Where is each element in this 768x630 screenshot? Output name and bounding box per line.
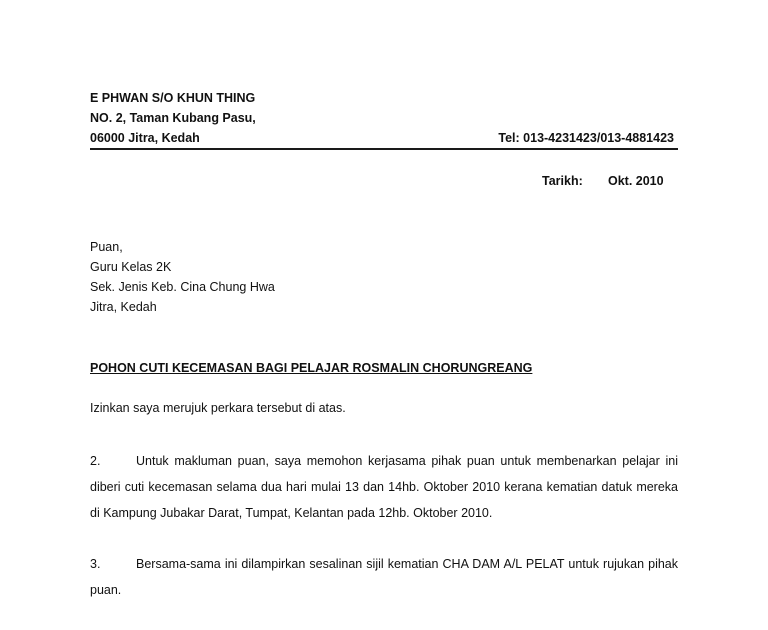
recipient-line3: Sek. Jenis Keb. Cina Chung Hwa bbox=[90, 280, 275, 294]
sender-address-line1: NO. 2, Taman Kubang Pasu, bbox=[90, 111, 256, 125]
recipient-line2: Guru Kelas 2K bbox=[90, 260, 172, 274]
opening-line: Izinkan saya merujuk perkara tersebut di atas. bbox=[90, 401, 346, 415]
paragraph-2-number: 2. bbox=[90, 454, 101, 468]
sender-tel: Tel: 013-4231423/013-4881423 bbox=[498, 131, 674, 145]
paragraph-2-line1-text: Untuk makluman puan, saya memohon kerjasama pihak puan untuk membenarkan pelajar ini bbox=[136, 454, 678, 468]
date-value: Okt. 2010 bbox=[608, 174, 664, 188]
paragraph-2 bbox=[90, 448, 678, 526]
paragraph-3-line1-text: Bersama-sama ini dilampirkan sesalinan sijil kematian CHA DAM A/L PELAT untuk rujukan pihak bbox=[136, 557, 678, 571]
paragraph-2-line3: di Kampung Jubakar Darat, Tumpat, Kelantan pada 12hb. Oktober 2010. bbox=[90, 506, 493, 520]
recipient-line1: Puan, bbox=[90, 240, 123, 254]
paragraph-3-line2: puan. bbox=[90, 583, 122, 597]
letter-subject: POHON CUTI KECEMASAN BAGI PELAJAR ROSMALIN CHORUNGREANG bbox=[90, 361, 533, 375]
paragraph-2-line2: diberi cuti kecemasan selama dua hari mulai 13 dan 14hb. Oktober 2010 kerana kematian datuk mereka bbox=[90, 480, 678, 494]
sender-name: E PHWAN S/O KHUN THING bbox=[90, 91, 256, 105]
date-label: Tarikh: bbox=[542, 174, 583, 188]
sender-address-line2: 06000 Jitra, Kedah bbox=[90, 131, 200, 145]
paragraph-3 bbox=[90, 551, 678, 603]
paragraph-3-line1 bbox=[90, 551, 678, 577]
paragraph-3-number: 3. bbox=[90, 557, 101, 571]
header-divider bbox=[90, 148, 678, 150]
recipient-line4: Jitra, Kedah bbox=[90, 300, 157, 314]
paragraph-2-line1 bbox=[90, 448, 678, 474]
